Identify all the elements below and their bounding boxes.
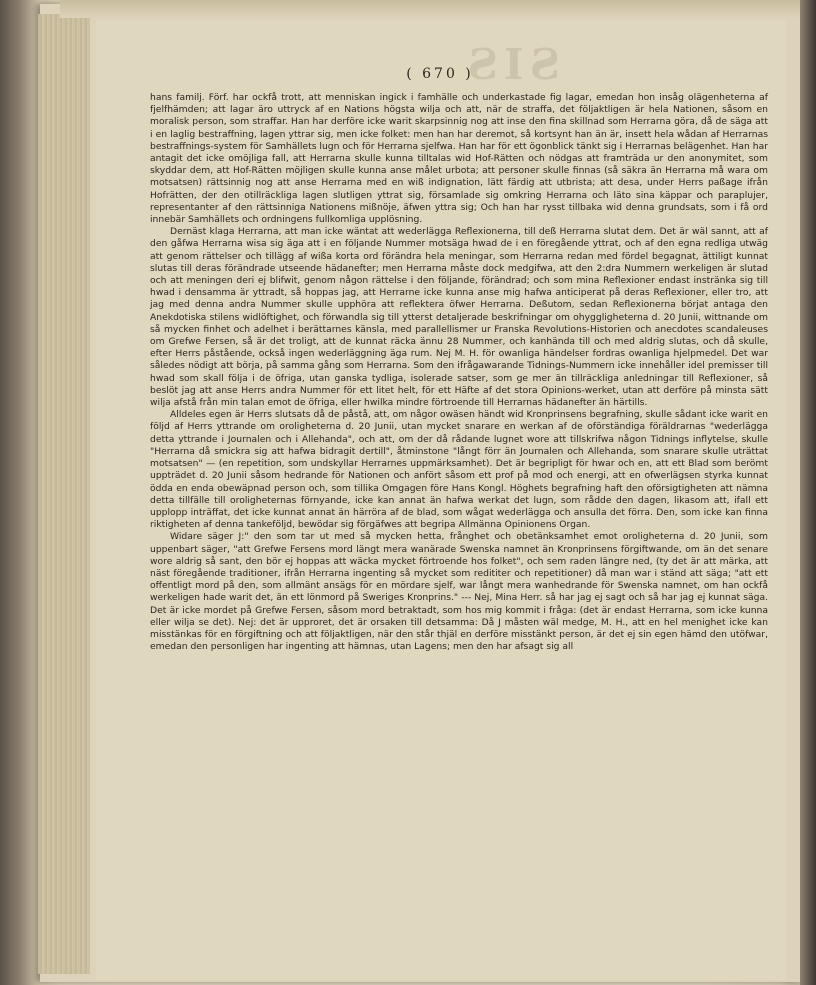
body-text	[150, 92, 768, 653]
page-edges-stack	[38, 14, 90, 974]
paragraph: Widare säger J:" den som tar ut med så mycken hetta, frånghet och obetänksamhet emot oroligheterna d. 20 Junii, som uppenbart säger, "att Grefwe Fersens mord längt mera wanärade Swenska namnet än Kronprinsens förgiftwande, om än det senare wore aldrig så sant, den bör ej hoppas att wäcka mycket förtroende hos folket", och sem raden längre ned, (ty det är att märka, att näst föregående traditioner, ifrån Herrarna ingenting så mycket som redititer och repetitioner) då man war i ständ att säga; "att ett offentligt mord på den, som allmänt ansägs för en mördare sjelf, war långt mera wanhedrande för Swenska namnet, om han ockfå werkeligen hade warit det, än ett lönmord på Sweriges Kronprins." --- Nej, Mina Herr. så har jag ej sagt och så har jag ej kunnat säga. Det är icke mordet på Grefwe Fersen, såsom mord betraktadt, som hos mig kommit i fråga: (det är endast Herrarna, som icke kunna eller wilja se det). Nej: det är upproret, det är orsaken till detsamma: Då J måsten wäl medge, M. H., att en hel menighet icke kan misstänkas för en förgiftning och att följaktligen, när den står thjäl en derföre misstänkt person, är det ej sin egen hämd den utöfwar, emedan den personligen har ingenting att hämnas, utan Lagens; men den har afsagt sig all	[150, 531, 768, 653]
paragraph: hans familj. Förf. har ockfå trott, att menniskan ingick i famhälle och underkastade fig lagar, emedan hon insåg olägenheterna af fjelfhämden; att lagar äro uttryck af en Nations högsta wilja och att, när de straffa, det följaktligen är hela Nationen, såsom en moralisk person, som straffar. Han har derföre icke warit skarpsinnig nog att inse den fina skillnad som Herrarna göra, då de säga att i en laglig bestraffning, lagen yttrar sig, men icke folket: men han har deremot, så kortsynt han än är, insett hela wådan af Herrarnas bestraffnings-system för Samhällets lugn och för Herrarna sjelfwa. Han har för ett ögonblick tänkt sig i Herrarnas belägenhet. Han har antagit det icke omöjliga fall, att Herrarna skulle kunna tilltalas wid Hof-Rätten och nödgas att framträda ur den anonymitet, som skyddar dem, att Hof-Rätten möjligen skulle kunna anse målet urbota; att personer skulle finnas (så säkra än Herrarna må wara om motsatsen) rättsinnig nog att anse Herrarna med en wiß indignation, lätt färdig att utbrista; att desa, under Herrs paßage ifrån Hofrätten, der den otillräckliga lagen slutligen yttrat sig, församlade sig omkring Herrarna och läto sina käppar och paraplujer, representanter af den rättsinniga Nationens mißnöje, äfwen yttra sig; Och han har rysst tillbaka wid denna grundsats, som i få ord innebär Samhällets och ordningens fullkomliga upplösning.	[150, 92, 768, 226]
page-top-edge	[60, 0, 800, 18]
paragraph: Dernäst klaga Herrarna, att man icke wäntat att wederlägga Reflexionerna, till deß Herrarna slutat dem. Det är wäl sannt, att af den gåfwa Herrarna wisa sig äga att i en följande Nummer motsäga hwad de i en föregående yttrat, och af den egna redliga utwäg att genom rättelser och tillägg af wißa korta ord förändra hela meningar, som Herrarna redan med fördel begagnat, ättiligt kunnat slutas till deras förändrade utseende hädanefter; men Herrarna måste dock medgifwa, att den 2:dra Nummern werkeligen är slutad och att meningen deri ej blifwit, genom någon rättelse i den följande, förändrad; och som mina Reflexioner endast instränka sig till hwad i densamma är yttradt, så hoppas jag, att Herrarne icke kunna anse mig hafwa anticiperat på deras Reflexioner, eller tro, att jag med denna andra Nummer skulle upphöra att reflektera öfwer Herrarna. Deßutom, sedan Reflexionerna börjat antaga den Anekdotiska stilens widlöftighet, och förwandla sig till ytterst detaljerade beskrifningar om ohyggligheterna d. 20 Junii, wittnande om så mycken finhet och adelhet i berättarnes känsla, med parallellismer ur Franska Revolutions-Historien och anecdotes scandaleuses om Grefwe Fersen, så är det troligt, att de kunnat räcka ännu 28 Nummer, och kanhända till och med aldrig slutas, och då skulle, efter Herrs påstående, också ingen wederläggning äga rum. Nej M. H. för owanliga händelser fordras owanliga hjelpmedel. Det war således nödigt att börja, på samma gång som Herrarna. Som den ifrågawarande Tidnings-Nummern icke innehåller idel premisser till hwad som skall följa i de öfriga, utan ganska tydliga, isolerade satser, som ge mer än tillräckliga anledningar till Reflexioner, så beslöt jag att anse Herrs andra Nummer för ett litet helt, för ett Häfte af det stora Opinions-werket, utan att derföre på minsta sätt wilja afstå från min talan emot de öfriga, eller hwilka mindre förtroende till Herrarnas hädanefter än härtills.	[150, 226, 768, 409]
page-number: ( 670 )	[406, 66, 474, 82]
bleed-through-mark: SIS	[461, 40, 560, 89]
scan-right-shadow	[800, 0, 816, 985]
paragraph: Alldeles egen är Herrs slutsats då de påstå, att, om någor owäsen händt wid Kronprinsens begrafning, skulle sådant icke warit en följd af Herrs yttrande om oroligheterna d. 20 Junii, utan mycket snarare en werkan af de oförständiga föräldrarnas "wederlägga detta yttrande i Journalen och i Allehanda", och att, om der då rådande lugnet wore att tillskrifwa någon Tidnings inflytelse, skulle "Herrarna då smickra sig att hafwa bidragit dertill", åtminstone "långt förr än Journalen och Allehanda, som snarare skulle uträttat motsatsen" — (en repetition, som undskyllar Herrarnes uppmärksamhet). Det är begripligt för hwar och en, att ett Blad som berömt uppträdet d. 20 Junii såsom hedrande för Nationen och anfört såsom ett prof på mod och energi, att en ofwerlägsen styrka kunnat ödda en enda obewäpnad person och, som tillika Omgagen före Hans Kongl. Höghets begrafning haft den oförsigtigheten att nämna detta tillfälle till oroligheternas förnyande, icke kan annat än hafwa werkat det lugn, som rådde den dagen, likasom att, ifall ett upplopp inträffat, det icke kunnat annat än härröra af de blad, som wågat wederlägga och ansulla det förra. Den, som icke kan finna riktigheten af denna tankeföljd, bewödar sig förgäfwes att begripa Allmänna Opinionens Organ.	[150, 409, 768, 531]
